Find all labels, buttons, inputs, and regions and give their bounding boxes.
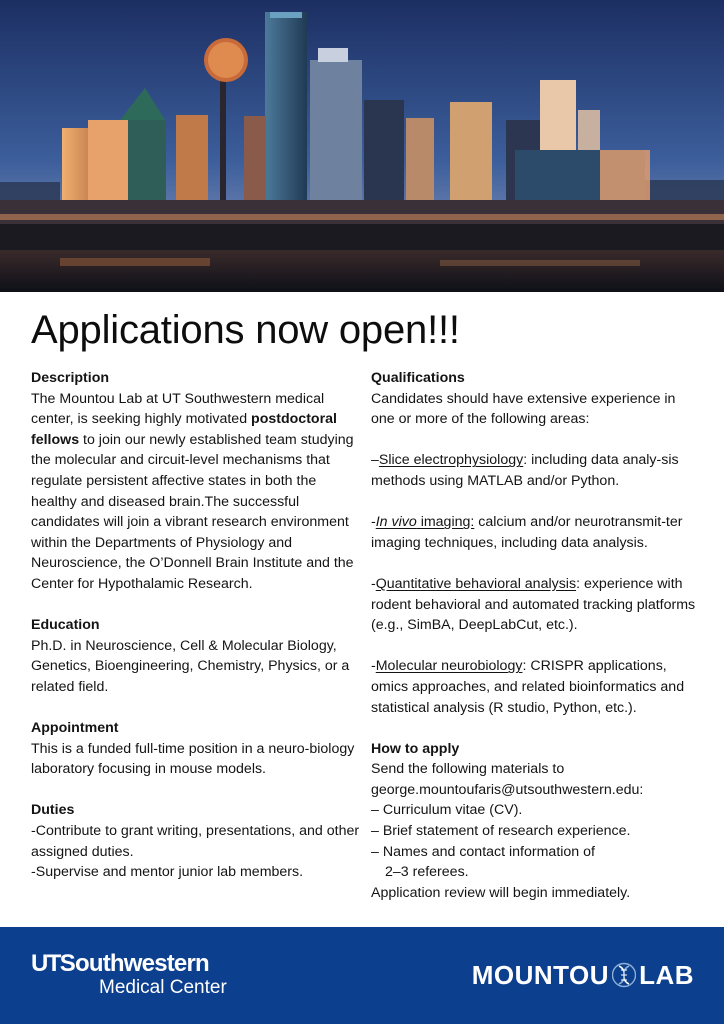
description-heading: Description: [31, 370, 110, 386]
qualifications-intro: Candidates should have extensive experience in one or more of the following areas:: [371, 390, 676, 428]
appointment-heading: Appointment: [31, 720, 119, 737]
lab-name-right: LAB: [639, 960, 694, 990]
qualifications-heading: Qualifications: [371, 370, 465, 386]
duties-heading: Duties: [31, 802, 75, 819]
description-highlight: postdoctoral fellows: [31, 411, 337, 448]
qualification-title: Molecular neurobiology: [375, 658, 523, 675]
qualifications-section: [371, 368, 701, 718]
description-text-before: The Mountou Lab at UT Southwestern medical center, is seeking highly motivated: [31, 390, 325, 428]
brand-name: Southwestern: [59, 950, 209, 977]
description-section: [31, 368, 361, 595]
left-column: [31, 368, 361, 903]
qualification-title: In vivo imaging:: [375, 514, 475, 531]
apply-intro: Send the following materials to: [371, 761, 565, 778]
duties-item: -Supervise and mentor junior lab members.: [31, 864, 304, 881]
right-column: [371, 368, 701, 924]
apply-email-link[interactable]: george.mountoufaris@utsouthwestern.edu:: [371, 781, 644, 798]
duties-section: [31, 800, 361, 882]
apply-item: – Names and contact information of: [371, 843, 595, 860]
brand-subtitle: Medical Center: [99, 977, 227, 998]
how-to-apply-section: [371, 739, 701, 904]
qualification-title: Quantitative behavioral analysis: [375, 575, 577, 592]
brand-ut: UT: [31, 950, 60, 977]
city-skyline-image: [0, 0, 724, 292]
footer-bar: [0, 927, 724, 1024]
lab-name-left: MOUNTOU: [471, 960, 610, 990]
qualification-item: –Slice electrophysiology: including data analy-sis methods using MATLAB and/or Python.: [371, 452, 679, 489]
education-text: Ph.D. in Neuroscience, Cell & Molecular Biology, Genetics, Bioengineering, Chemistry, Physics, or a related field.: [31, 637, 350, 695]
education-heading: Education: [31, 617, 100, 634]
dna-icon: [612, 962, 636, 988]
appointment-section: [31, 718, 361, 780]
description-text: [31, 389, 361, 595]
qualification-item: -In vivo imaging: calcium and/or neurotransmit-ter imaging techniques, including data analysis.: [371, 514, 683, 551]
apply-closing: Application review will begin immediately.: [371, 884, 631, 901]
apply-item: – Curriculum vitae (CV).: [371, 802, 523, 819]
duties-item: -Contribute to grant writing, presentations, and other assigned duties.: [31, 823, 360, 860]
mountou-lab-logo: [472, 960, 694, 990]
description-text-after: to join our newly established team studying the molecular and circuit-level mechanisms that regulate persistent affective states in both the healthy and diseased brain.The successful candidates will join a vibrant research environment within the Departments of Physiology and Neuroscience, the O’Donnell Brain Institute and the Center for Hypothalamic Research.: [31, 431, 354, 592]
qualification-title: Slice electrophysiology: [378, 452, 524, 469]
qualification-item: -Quantitative behavioral analysis: experience with rodent behavioral and automated tracking platforms (e.g., SimBA, DeepLabCut, etc.).: [371, 575, 696, 634]
page-title: Applications now open!!!: [31, 308, 460, 352]
appointment-text: This is a funded full-time position in a neuro-biology laboratory focusing in mouse models.: [31, 740, 355, 778]
apply-item-continued: 2–3 referees.: [385, 864, 469, 881]
hero-skyline-image: [0, 0, 724, 292]
education-section: [31, 615, 361, 697]
apply-item: – Brief statement of research experience.: [371, 823, 631, 840]
how-to-apply-heading: How to apply: [371, 740, 460, 757]
qualification-item: -Molecular neurobiology: CRISPR applications, omics approaches, and related bioinformatics and statistical analysis (R studio, Python, etc.).: [371, 658, 685, 716]
ut-southwestern-logo: [31, 951, 227, 999]
